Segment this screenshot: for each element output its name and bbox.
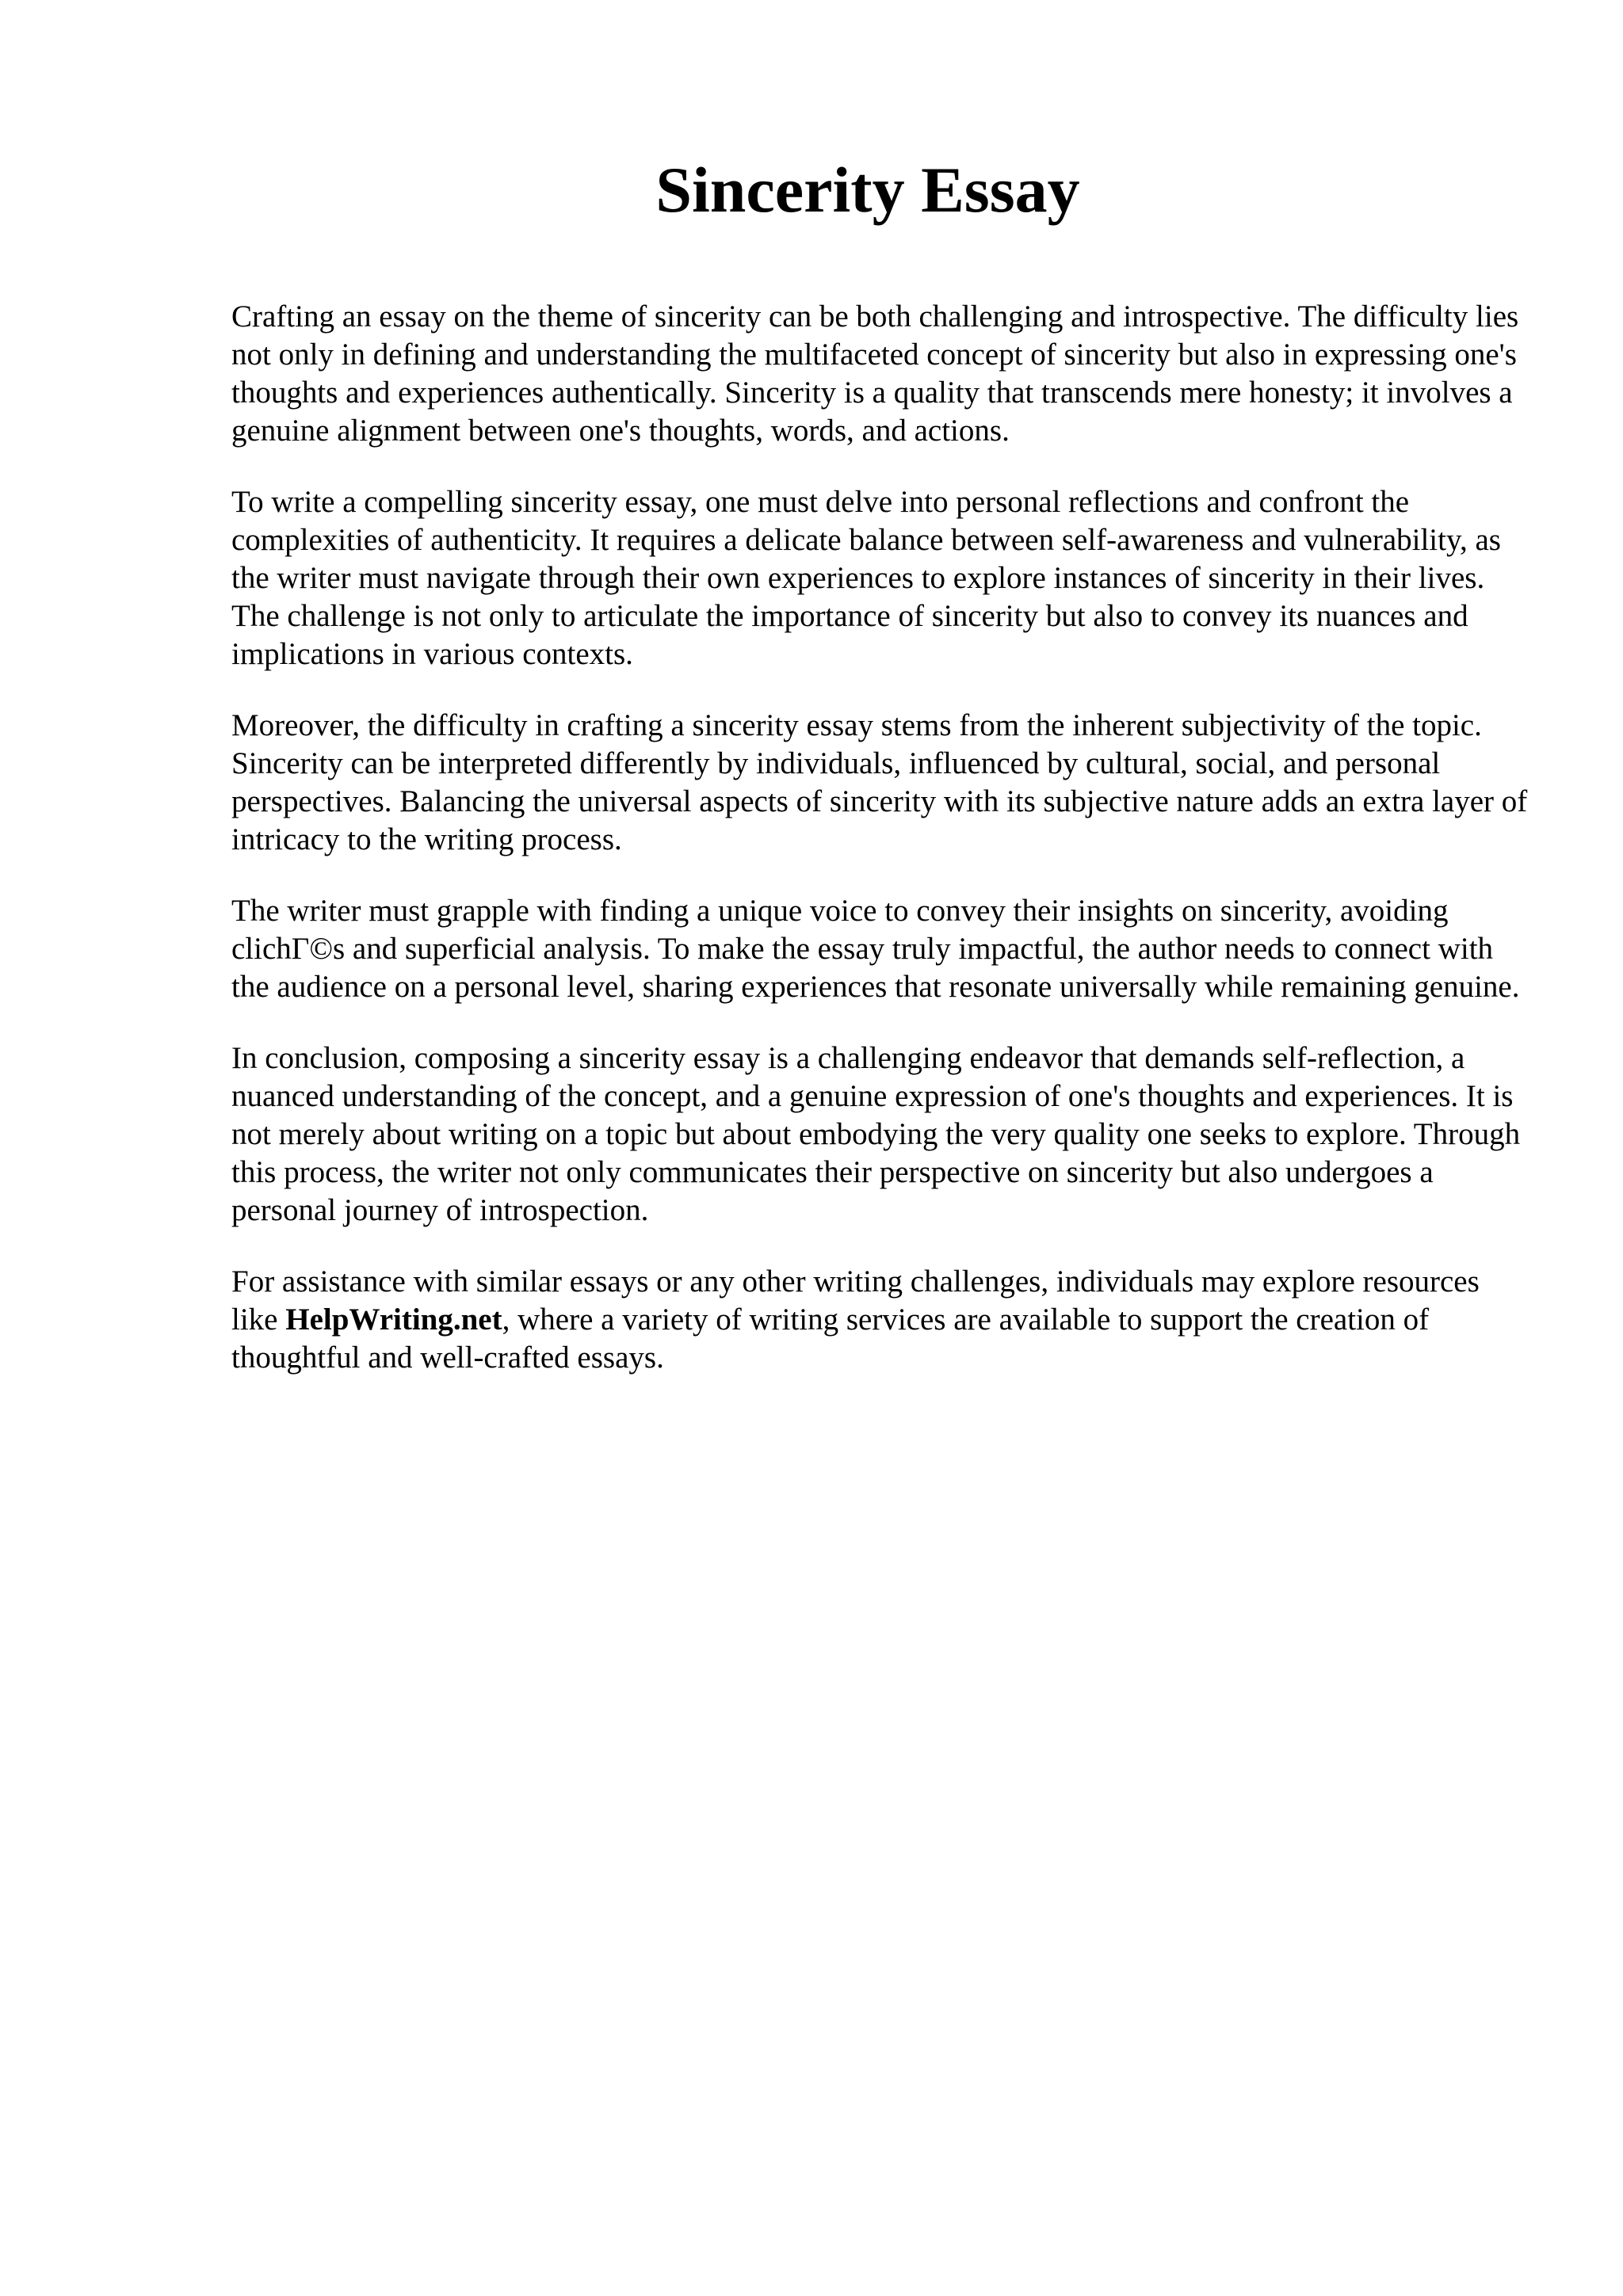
paragraph-3: Moreover, the difficulty in crafting a sincerity essay stems from the inherent subjectivity of the topic. Sincerity can be interpreted differently by individuals, influenced by cultural, social, and personal perspectives. Balancing the universal aspects of sincerity with its subjective nature adds an extra layer of intricacy to the writing process.	[231, 708, 1528, 856]
closing-paragraph	[231, 1263, 1531, 1377]
closing-text-after: , where a variety of writing services are available to support the creation of thoughtful and well-crafted essays.	[231, 1302, 1430, 1375]
document-title: Sincerity Essay	[655, 154, 1080, 226]
document-body	[231, 298, 1531, 1410]
paragraph-5: In conclusion, composing a sincerity essay is a challenging endeavor that demands self-reflection, a nuanced understanding of the concept, and a genuine expression of one's thoughts and experiences. It is not merely about writing on a topic but about embodying the very quality one seeks to explore. Through this process, the writer not only communicates their perspective on sincerity but also undergoes a personal journey of introspection.	[231, 1041, 1521, 1227]
helpwriting-link[interactable]: HelpWriting.net	[285, 1302, 502, 1337]
closing-text-before: For assistance with similar essays or any other writing challenges, individuals may explore resources like	[231, 1264, 1480, 1337]
paragraph-1: Crafting an essay on the theme of sincerity can be both challenging and introspective. The difficulty lies not only in defining and understanding the multifaceted concept of sincerity but also in expressing one's thoughts and experiences authentically. Sincerity is a quality that transcends mere honesty; it involves a genuine alignment between one's thoughts, words, and actions.	[231, 299, 1519, 448]
paragraph-2: To write a compelling sincerity essay, one must delve into personal reflections and confront the complexities of authenticity. It requires a delicate balance between self-awareness and vulnerability, as the writer must navigate through their own experiences to explore instances of sincerity in their lives. The challenge is not only to articulate the importance of sincerity but also to convey its nuances and implications in various contexts.	[231, 485, 1501, 671]
paragraph-4: The writer must grapple with finding a unique voice to convey their insights on sincerity, avoiding clichΓ©s and superficial analysis. To make the essay truly impactful, the author needs to connect with the audience on a personal level, sharing experiences that resonate universally while remaining genuine.	[231, 894, 1520, 1004]
